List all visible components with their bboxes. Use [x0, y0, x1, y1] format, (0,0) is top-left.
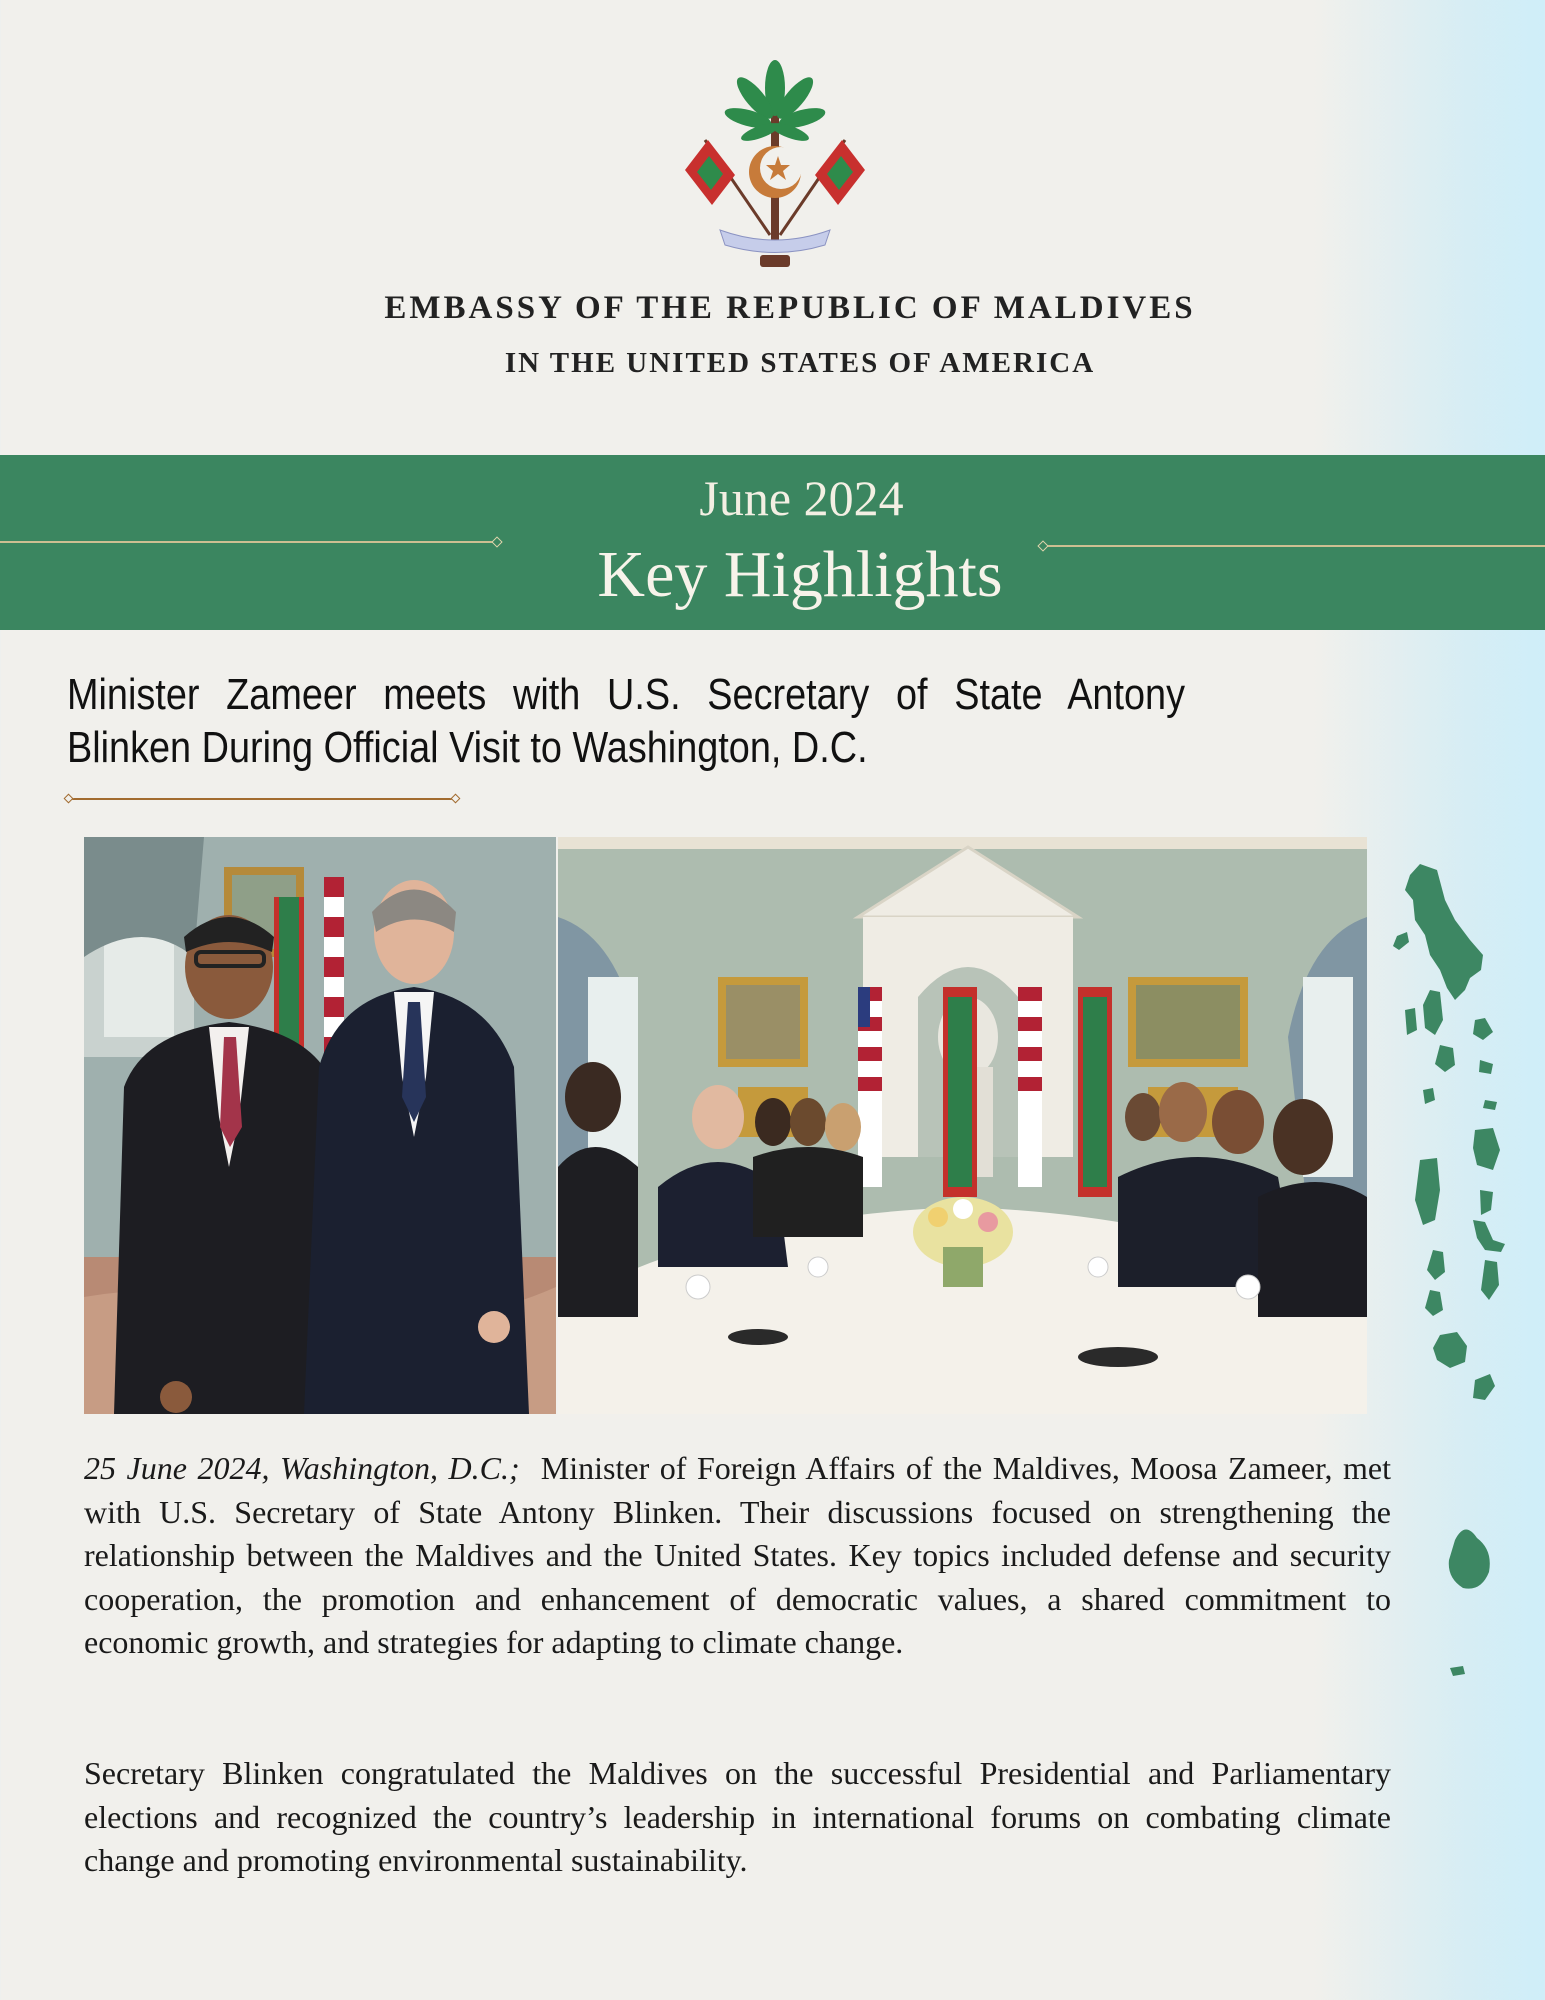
banner-title: Key Highlights: [597, 538, 1003, 611]
article-paragraph-1: [84, 1447, 1391, 1665]
highlights-banner: [0, 455, 1545, 630]
crescent-star-icon: [749, 146, 802, 198]
photo-minister-secretary: [84, 837, 556, 1414]
embassy-name: EMBASSY OF THE REPUBLIC OF MALDIVES: [384, 290, 1196, 326]
headline-underline: [67, 798, 457, 800]
embassy-location: IN THE UNITED STATES OF AMERICA: [504, 347, 1096, 379]
rule-dot: [451, 794, 461, 804]
paragraph-1-text: Minister of Foreign Affairs of the Maldives, Moosa Zameer, met with U.S. Secretary of State Antony Blinken. Their discussions focused on strengthening the relationship between the Maldives and the United States. Key topics included defense and security cooperation, the promotion and enhancement of democratic values, a shared commitment to economic growth, and strategies for adapting to climate change.: [84, 1450, 1392, 1661]
article-headline: Minister Zameer meets with U.S. Secretary of State Antony Blinken During Official Visit to Washington, D.C.: [67, 670, 1185, 772]
maldives-islands-icon: [1385, 860, 1525, 1680]
maldives-emblem: [680, 60, 870, 275]
dateline: 25 June 2024, Washington, D.C.;: [84, 1450, 520, 1486]
banner-month: June 2024: [699, 470, 904, 526]
rule-dot: [64, 794, 74, 804]
photo-bilateral-meeting: [558, 837, 1367, 1414]
article-paragraph-2: Secretary Blinken congratulated the Maldives on the successful Presidential and Parliamentary elections and recognized the country’s leadership in international forums on combating climate change and promoting environmental sustainability.: [84, 1755, 1391, 1879]
